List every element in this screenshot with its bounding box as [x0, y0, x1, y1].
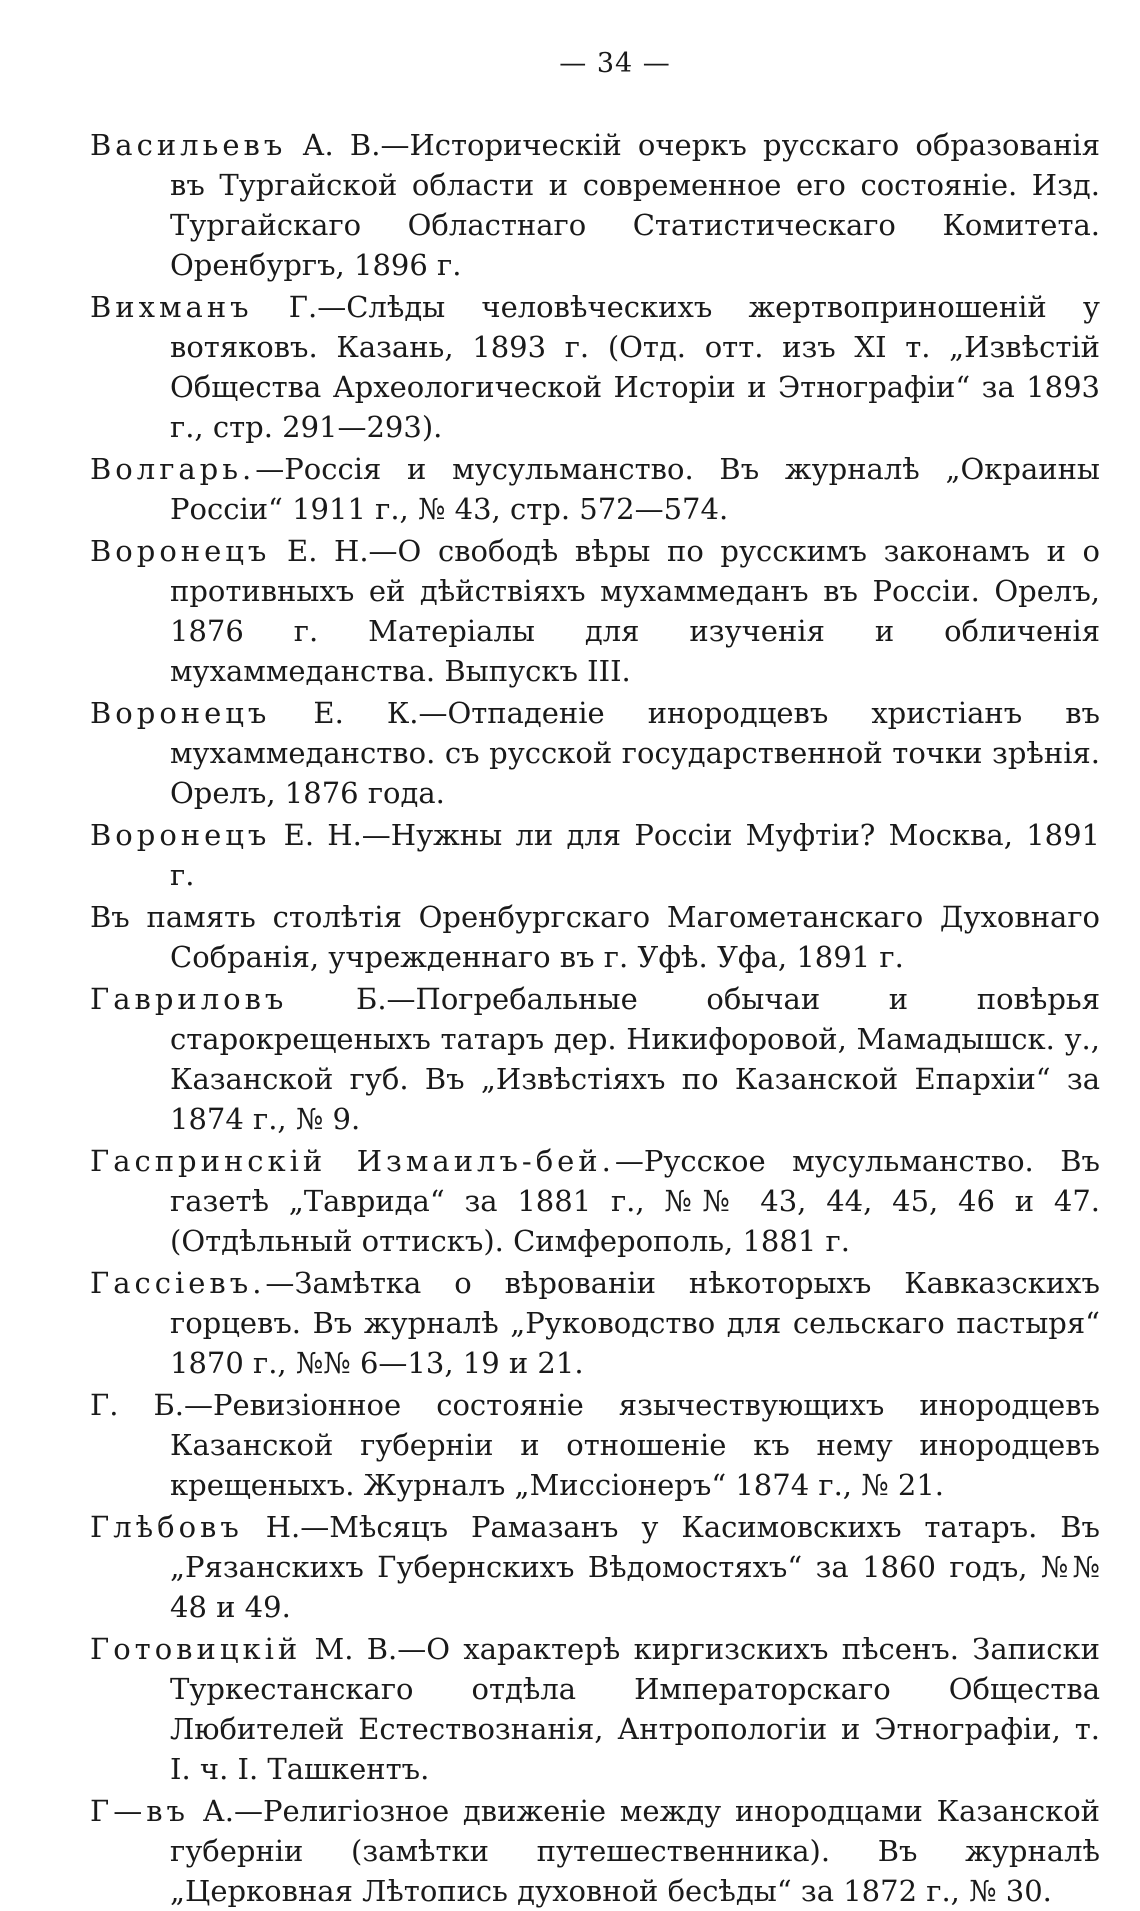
entry-author: Глѣбовъ	[90, 1510, 243, 1544]
bibliography-entry	[90, 1629, 1100, 1789]
entry-author: Воронецъ	[90, 534, 271, 568]
entry-author: Воронецъ	[90, 818, 271, 852]
entry-author: Гаспринскій Измаилъ-бей.	[90, 1144, 615, 1178]
entry-text: А.—Религіозное движеніе между инородцами Казанской губерніи (замѣтки путешественника). Въ журналѣ „Церковная Лѣтопись духовной бесѣды“ за 1872 г., № 30.	[170, 1794, 1100, 1908]
entry-text: Е. Н.—Нужны ли для Россіи Муфтіи? Москва, 1891 г.	[170, 818, 1100, 892]
entry-author: Готовицкій	[90, 1632, 302, 1666]
bibliography-list	[90, 125, 1100, 1911]
entry-text: Е. Н.—О свободѣ вѣры по русскимъ законамъ и о противныхъ ей дѣйствіяхъ мухаммеданъ въ Россіи. Орелъ, 1876 г. Матеріалы для изученія и обличенія мухаммеданства. Выпускъ III.	[170, 534, 1100, 688]
bibliography-entry	[90, 815, 1100, 895]
entry-author: Воронецъ	[90, 696, 271, 730]
entry-text: Н.—Мѣсяцъ Рамазанъ у Касимовскихъ татаръ. Въ „Рязанскихъ Губернскихъ Вѣдомостяхъ“ за 1860 годъ, №№ 48 и 49.	[170, 1510, 1100, 1624]
entry-author: Васильевъ	[90, 128, 287, 162]
entry-author: Гассіевъ.	[90, 1266, 266, 1300]
bibliography-entry	[90, 1141, 1100, 1261]
entry-text: Г. Б.—Ревизіонное состояніе язычествующихъ инородцевъ Казанской губерніи и отношеніе къ нему инородцевъ крещеныхъ. Журналъ „Миссіонеръ“ 1874 г., № 21.	[90, 1388, 1100, 1502]
entry-text: М. В.—О характерѣ киргизскихъ пѣсенъ. Записки Туркестанскаго отдѣла Императорскаго Общества Любителей Естествознанія, Антропологіи и Этнографіи, т. I. ч. I. Ташкентъ.	[170, 1632, 1100, 1786]
bibliography-entry	[90, 897, 1100, 977]
entry-text: Въ память столѣтія Оренбургскаго Магометанскаго Духовнаго Собранія, учрежденнаго въ г. Уфѣ. Уфа, 1891 г.	[90, 900, 1100, 974]
entry-text: —Россія и мусульманство. Въ журналѣ „Окраины Россіи“ 1911 г., № 43, стр. 572—574.	[170, 452, 1100, 526]
bibliography-entry	[90, 979, 1100, 1139]
bibliography-entry	[90, 1791, 1100, 1911]
entry-author: Г—въ	[90, 1794, 189, 1828]
bibliography-entry	[90, 1385, 1100, 1505]
entry-author: Вихманъ	[90, 290, 253, 324]
bibliography-entry	[90, 693, 1100, 813]
entry-text: Б.—Погребальные обычаи и повѣрья старокрещеныхъ татаръ дер. Никифоровой, Мамадышск. у., Казанской губ. Въ „Извѣстіяхъ по Казанской Епархіи“ за 1874 г., № 9.	[170, 982, 1100, 1136]
bibliography-entry	[90, 1263, 1100, 1383]
bibliography-entry	[90, 449, 1100, 529]
entry-text: Г.—Слѣды человѣческихъ жертвоприношеній у вотяковъ. Казань, 1893 г. (Отд. отт. изъ XI т. „Извѣстій Общества Археологической Исторіи и Этнографіи“ за 1893 г., стр. 291—293).	[170, 290, 1100, 444]
entry-text: Е. К.—Отпаденіе инородцевъ христіанъ въ мухаммеданство. съ русской государственной точки зрѣнія. Орелъ, 1876 года.	[170, 696, 1100, 810]
entry-author: Волгарь.	[90, 452, 256, 486]
bibliography-entry	[90, 287, 1100, 447]
bibliography-entry	[90, 531, 1100, 691]
page-number: — 34 —	[559, 48, 671, 79]
entry-text: А. В.—Историческій очеркъ русскаго образованія въ Тургайской области и современное его состояніе. Изд. Тургайскаго Областнаго Статистическаго Комитета. Оренбургъ, 1896 г.	[170, 128, 1100, 282]
bibliography-entry	[90, 125, 1100, 285]
entry-text: —Русское мусульманство. Въ газетѣ „Таврида“ за 1881 г., №№ 43, 44, 45, 46 и 47. (Отдѣльный оттискъ). Симферополь, 1881 г.	[170, 1144, 1100, 1258]
entry-author: Гавриловъ	[90, 982, 288, 1016]
entry-text: —Замѣтка о вѣрованіи нѣкоторыхъ Кавказскихъ горцевъ. Въ журналѣ „Руководство для сельскаго пастыря“ 1870 г., №№ 6—13, 19 и 21.	[170, 1266, 1100, 1380]
bibliography-entry	[90, 1507, 1100, 1627]
